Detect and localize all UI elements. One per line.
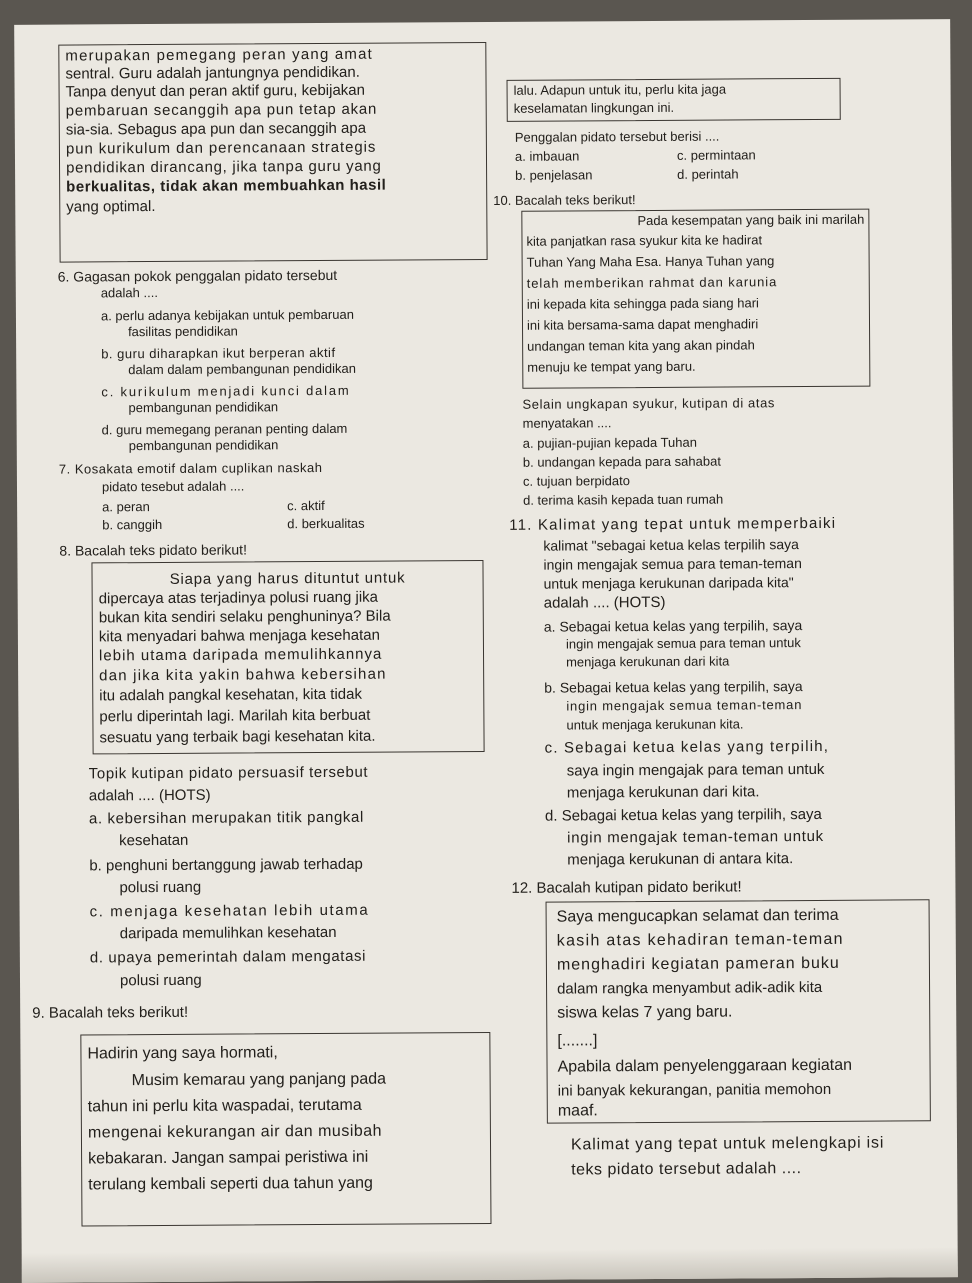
- q8-stem: 8. Bacalah teks pidato berikut!: [59, 541, 247, 559]
- q9-option-d[interactable]: d. perintah: [677, 166, 739, 182]
- q9-question: Penggalan pidato tersebut berisi ....: [514, 128, 720, 145]
- q9-box-line: tahun ini perlu kita waspadai, terutama: [87, 1096, 362, 1116]
- q8-option-d-cont: polusi ruang: [119, 971, 202, 990]
- right-column: [493, 19, 931, 1179]
- q8-box-line: perlu diperintah lagi. Marilah kita berbuat: [99, 706, 371, 726]
- q9-box-line: Musim kemarau yang panjang pada: [131, 1070, 387, 1090]
- page-bottom-shadow: [22, 1247, 958, 1283]
- q10-option-b[interactable]: b. undangan kepada para sahabat: [522, 453, 721, 470]
- q8-question-2: adalah .... (HOTS): [88, 786, 211, 805]
- q10-speech-box: [521, 209, 870, 389]
- q11-option-a[interactable]: a. Sebagai ketua kelas yang terpilih, saya: [543, 617, 803, 635]
- excerpt-line: Tanpa denyut dan peran aktif guru, kebijakan: [65, 81, 366, 101]
- q6-option-d[interactable]: d. guru memegang peranan penting dalam: [101, 420, 348, 438]
- q6-option-c-cont: pembangunan pendidikan: [128, 399, 279, 416]
- q11-option-c-cont: saya ingin mengajak para teman untuk: [566, 760, 825, 780]
- q10-box-line: ini kepada kita sehingga pada siang hari: [526, 295, 759, 312]
- q8-box-line: bukan kita sendiri selaku penghuninya? Bila: [98, 607, 391, 627]
- q11-option-a-cont: ingin mengajak semua para teman untuk: [565, 635, 801, 652]
- q11-stem-3: ingin mengajak semua para teman-teman: [543, 555, 802, 573]
- q12-box-line: [.......]: [557, 1032, 598, 1050]
- q8-option-b[interactable]: b. penghuni bertanggung jawab terhadap: [89, 855, 363, 875]
- q10-box-line: kita panjatkan rasa syukur kita ke hadirat: [526, 232, 763, 249]
- q6-option-a-cont: fasilitas pendidikan: [127, 323, 238, 340]
- q8-box-line: itu adalah pangkal kesehatan, kita tidak: [99, 685, 363, 705]
- q7-stem: 7. Kosakata emotif dalam cuplikan naskah: [58, 459, 323, 477]
- q10-stem: 10. Bacalah teks berikut!: [493, 192, 636, 208]
- q9-box-line: terulang kembali seperti dua tahun yang: [88, 1174, 373, 1194]
- excerpt-line: sentral. Guru adalah jantungnya pendidikan.: [65, 63, 360, 83]
- q10-box-line: telah memberikan rahmat dan karunia: [526, 274, 778, 291]
- q6-stem-2: adalah ....: [100, 284, 158, 301]
- excerpt-line: sia-sia. Sebagus apa pun dan secanggih apa: [65, 119, 367, 139]
- q6-option-c[interactable]: c. kurikulum menjadi kunci dalam: [101, 382, 351, 400]
- excerpt-line: pun kurikulum dan perencanaan strategis: [65, 138, 377, 158]
- q11-stem-2: kalimat "sebagai ketua kelas terpilih saya: [543, 536, 799, 554]
- q8-question: Topik kutipan pidato persuasif tersebut: [88, 763, 369, 783]
- q10-box-line: ini kita bersama-sama dapat menghadiri: [526, 316, 759, 333]
- q11-stem-4: untuk menjaga kerukunan daripada kita": [543, 574, 794, 592]
- q8-box-line: sesuatu yang terbaik bagi kesehatan kita.: [99, 727, 376, 747]
- q8-box-line: dan jika kita yakin bahwa kebersihan: [99, 665, 387, 685]
- q11-option-d[interactable]: d. Sebagai ketua kelas yang terpilih, saya: [544, 805, 822, 825]
- q10-box-line: menuju ke tempat yang baru.: [527, 358, 696, 375]
- q10-box-line: Pada kesempatan yang baik ini marilah: [637, 211, 865, 229]
- q10-question-2: menyatakan ....: [522, 415, 612, 431]
- q11-option-d-cont: menjaga kerukunan di antara kita.: [567, 850, 794, 869]
- q6-option-d-cont: pembangunan pendidikan: [128, 437, 279, 454]
- q10-option-a[interactable]: a. pujian-pujian kepada Tuhan: [522, 434, 697, 451]
- q8-box-line: lebih utama daripada memulihkannya: [98, 645, 383, 665]
- q12-speech-box: [546, 899, 931, 1123]
- q8-box-line: Siapa yang harus dituntut untuk: [169, 569, 406, 588]
- q8-option-a[interactable]: a. kebersihan merupakan titik pangkal: [88, 808, 364, 828]
- q12-box-line: siswa kelas 7 yang baru.: [557, 1003, 733, 1022]
- q9-option-a[interactable]: a. imbauan: [514, 148, 580, 164]
- q6-stem: 6. Gagasan pokok penggalan pidato tersebut: [57, 266, 338, 285]
- q11-option-c-cont: menjaga kerukunan dari kita.: [566, 783, 760, 802]
- q9-box-line: kebakaran. Jangan sampai peristiwa ini: [88, 1148, 369, 1168]
- q10-box-line: undangan teman kita yang akan pindah: [527, 337, 755, 354]
- q8-option-a-cont: kesehatan: [119, 831, 189, 850]
- q7-option-d[interactable]: d. berkualitas: [287, 515, 365, 532]
- q12-stem: 12. Bacalah kutipan pidato berikut!: [511, 878, 742, 897]
- q7-option-b[interactable]: b. canggih: [102, 516, 163, 533]
- q11-stem-5: adalah .... (HOTS): [543, 593, 666, 612]
- q9-cont-box: [507, 78, 841, 122]
- worksheet-page: [14, 19, 958, 1283]
- left-column: [32, 22, 486, 1194]
- q9-option-b[interactable]: b. penjelasan: [515, 167, 593, 183]
- q9-stem: 9. Bacalah teks berikut!: [32, 1003, 189, 1022]
- q11-option-c[interactable]: c. Sebagai ketua kelas yang terpilih,: [544, 737, 830, 757]
- q12-box-line: Saya mengucapkan selamat dan terima: [556, 906, 839, 926]
- q8-option-c[interactable]: c. menjaga kesehatan lebih utama: [89, 901, 370, 921]
- q11-option-b[interactable]: b. Sebagai ketua kelas yang terpilih, saya: [544, 678, 803, 696]
- q12-box-line: kasih atas kehadiran teman-teman: [556, 930, 844, 950]
- q11-option-d-cont: ingin mengajak teman-teman untuk: [567, 827, 824, 847]
- q11-option-b-cont: untuk menjaga kerukunan kita.: [566, 716, 744, 733]
- q12-question-2: teks pidato tersebut adalah ....: [571, 1160, 802, 1179]
- excerpt-line: yang optimal.: [66, 198, 156, 216]
- q8-box-line: kita menyadari bahwa menjaga kesehatan: [98, 626, 380, 646]
- q6-option-a[interactable]: a. perlu adanya kebijakan untuk pembaruan: [100, 306, 354, 324]
- excerpt-line: pendidikan dirancang, jika tanpa guru yang: [65, 157, 382, 177]
- q12-box-line: dalam rangka menyambut adik-adik kita: [557, 978, 823, 998]
- q9-cont-line: keselamatan lingkungan ini.: [513, 99, 675, 116]
- q11-option-a-cont: menjaga kerukunan dari kita: [566, 653, 730, 670]
- q7-option-a[interactable]: a. peran: [102, 499, 150, 515]
- q12-question: Kalimat yang tepat untuk melengkapi isi: [570, 1134, 885, 1154]
- q8-option-d[interactable]: d. upaya pemerintah dalam mengatasi: [89, 947, 367, 967]
- excerpt-line: pembaruan secanggih apa pun tetap akan: [65, 100, 378, 120]
- q7-option-c[interactable]: c. aktif: [287, 497, 325, 514]
- q10-option-d[interactable]: d. terima kasih kepada tuan rumah: [523, 491, 724, 508]
- q9-box-line: mengenai kekurangan air dan musibah: [87, 1122, 383, 1142]
- q10-box-line: Tuhan Yang Maha Esa. Hanya Tuhan yang: [526, 253, 775, 270]
- q11-option-b-cont: ingin mengajak semua teman-teman: [566, 697, 803, 714]
- q8-speech-box: [91, 560, 484, 754]
- q8-option-b-cont: polusi ruang: [119, 878, 202, 897]
- q12-box-line: Apabila dalam penyelenggaraan kegiatan: [557, 1056, 853, 1076]
- excerpt-line: merupakan pemegang peran yang amat: [65, 45, 374, 65]
- q10-option-c[interactable]: c. tujuan berpidato: [522, 473, 630, 489]
- q6-option-b[interactable]: b. guru diharapkan ikut berperan aktif: [101, 344, 336, 362]
- q12-box-line: ini banyak kekurangan, panitia memohon: [557, 1080, 832, 1100]
- q12-box-line: maaf.: [557, 1102, 598, 1120]
- q9-box-line: Hadirin yang saya hormati,: [87, 1044, 278, 1063]
- q10-question: Selain ungkapan syukur, kutipan di atas: [522, 395, 776, 412]
- q11-stem: 11. Kalimat yang tepat untuk memperbaiki: [509, 514, 837, 534]
- q7-stem-2: pidato tesebut adalah ....: [101, 478, 245, 495]
- q9-speech-box: [80, 1032, 491, 1227]
- q12-box-line: menghadiri kegiatan pameran buku: [556, 954, 840, 974]
- q9-option-c[interactable]: c. permintaan: [676, 147, 756, 163]
- excerpt-box-top: [58, 42, 487, 263]
- q9-cont-line: lalu. Adapun untuk itu, perlu kita jaga: [513, 81, 727, 98]
- q8-option-c-cont: daripada memulihkan kesehatan: [119, 923, 337, 943]
- q8-box-line: dipercaya atas terjadinya polusi ruang jika: [98, 588, 379, 608]
- q6-option-b-cont: dalam dalam pembangunan pendidikan: [128, 360, 356, 378]
- excerpt-line: berkualitas, tidak akan membuahkan hasil: [66, 176, 387, 196]
